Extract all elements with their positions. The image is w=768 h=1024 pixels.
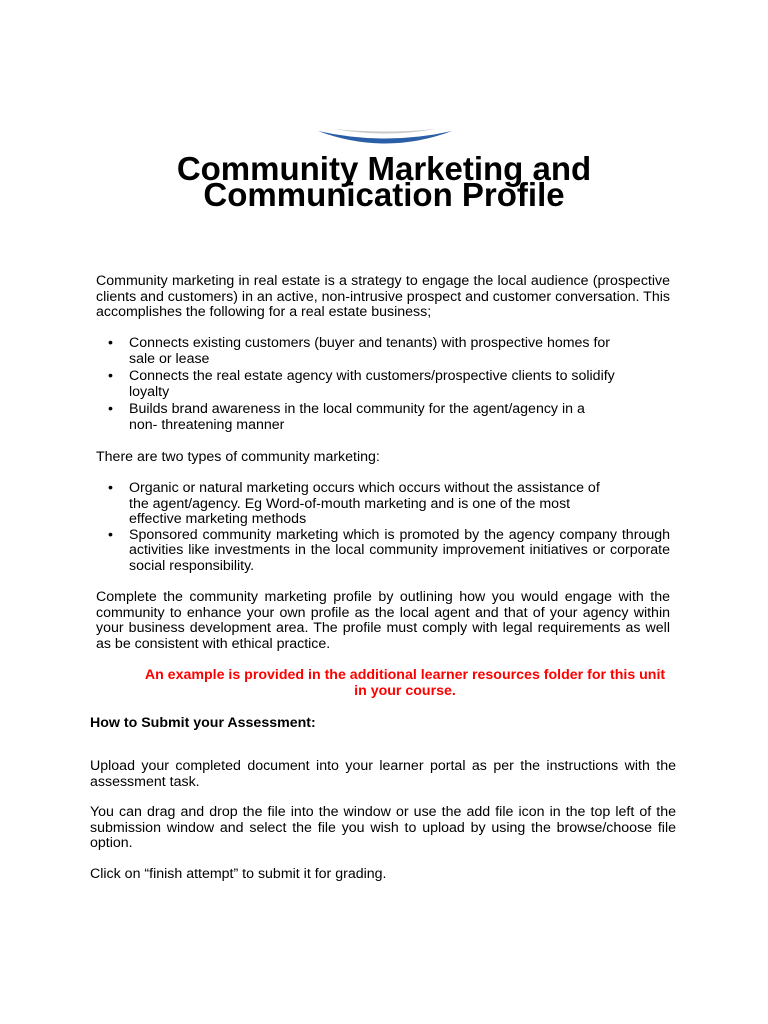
types-intro: There are two types of community marketing: [96,449,380,465]
benefits-list [96,336,670,434]
page-title [84,150,684,213]
list-item: • Organic or natural marketing occurs which occurs without the assistance of the agent/agency. Eg Word-of-mouth marketing and is one of the most effective marketing methods [108,480,600,528]
list-item: • Connects the real estate agency with customers/prospective clients to solidify loyalty [108,368,615,400]
types-list [96,481,670,575]
title-line-2: Communication Profile [203,176,565,213]
drag-drop-paragraph: You can drag and drop the file into the window or use the add file icon in the top left of the submission window and select the file you wish to upload by using the browse/choose file option. [90,804,676,852]
example-note: An example is provided in the additional learner resources folder for this unit in your course. [144,667,666,699]
task-paragraph: Complete the community marketing profile by outlining how you would engage with the community to enhance your own profile as the local agent and that of your agency within your business development area. The profile must comply with legal requirements as well as be consistent with ethical practice. [96,589,670,652]
submission-heading: How to Submit your Assessment: [90,715,316,731]
upload-paragraph: Upload your completed document into your learner portal as per the instructions with the assessment task. [90,758,676,790]
list-item: • Sponsored community marketing which is promoted by the agency company through activities like investments in the local community improvement initiatives or corporate social responsibility. [108,526,670,574]
intro-paragraph: Community marketing in real estate is a strategy to engage the local audience (prospective clients and customers) in an active, non-intrusive prospect and customer conversation. This accomplishes the following for a real estate business; [96,273,670,321]
title-line-1: Community Marketing and [176,150,592,187]
finish-paragraph: Click on “finish attempt” to submit it for grading. [90,866,387,882]
list-item: • Builds brand awareness in the local community for the agent/agency in a non- threatening manner [108,401,585,433]
list-item: • Connects existing customers (buyer and tenants) with prospective homes for sale or lease [108,335,611,367]
